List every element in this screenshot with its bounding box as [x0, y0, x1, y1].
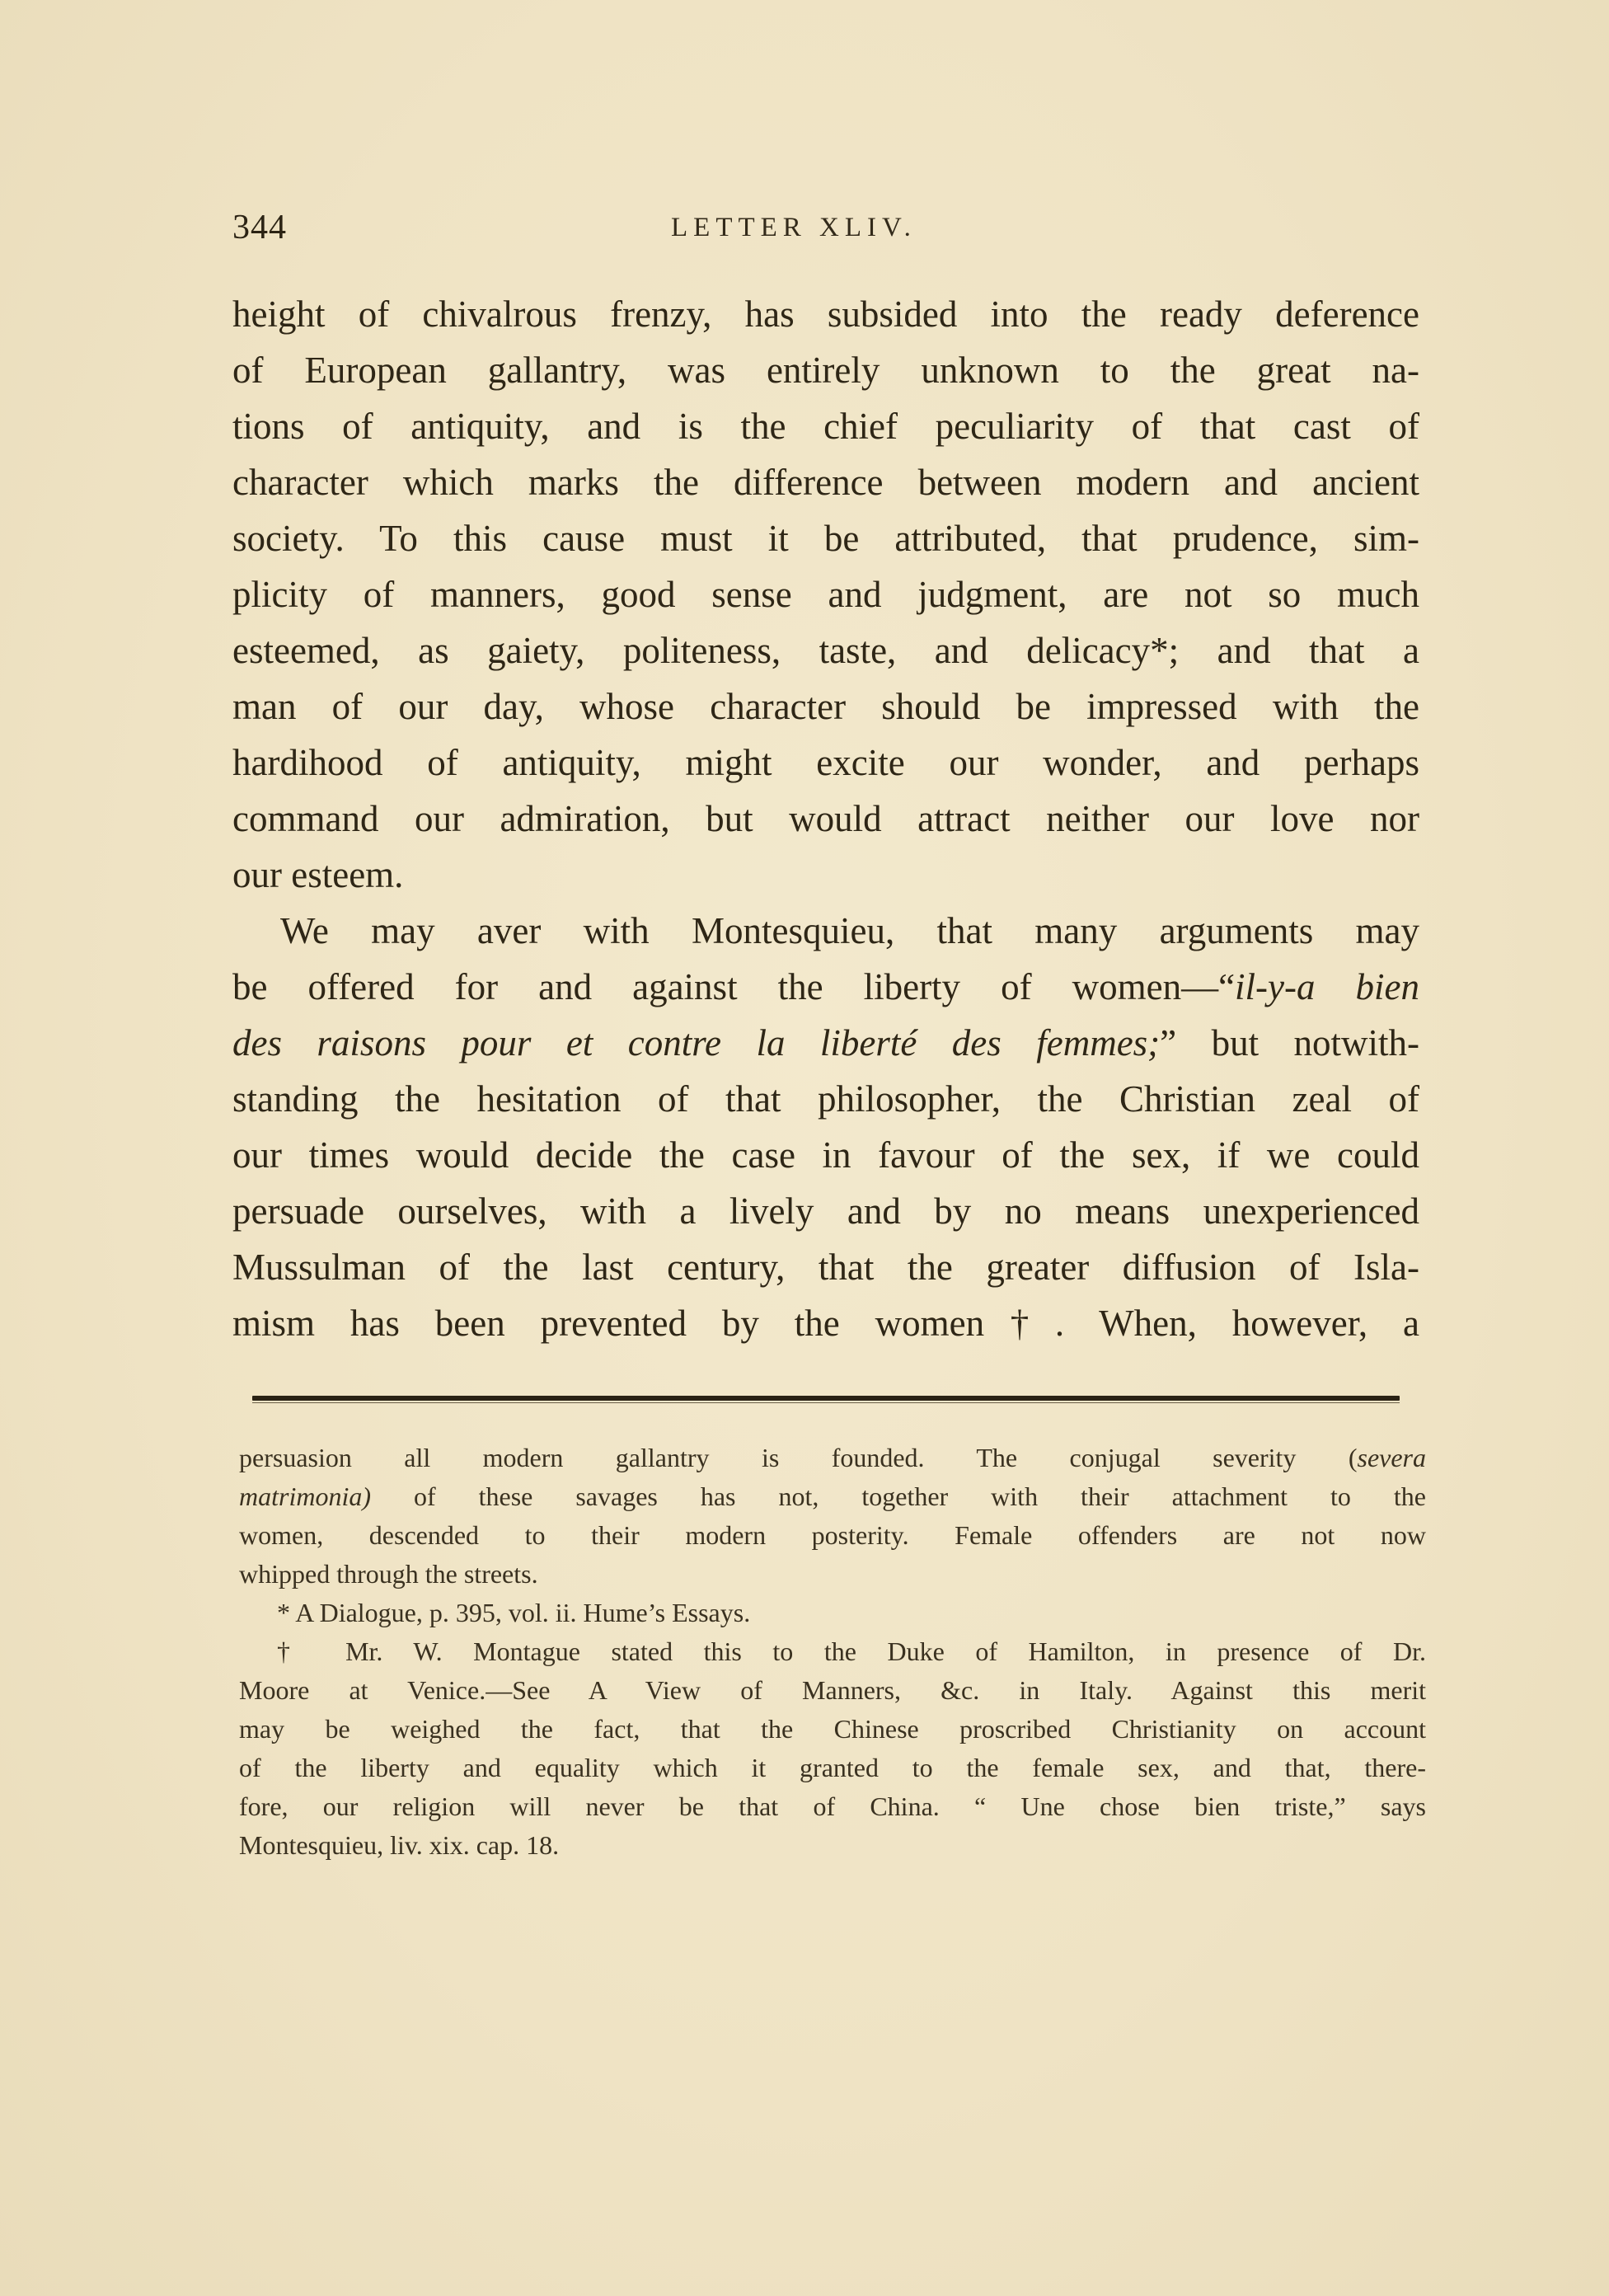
- text-line: our esteem.: [232, 854, 404, 895]
- footnote-segment: persuasion all modern gallantry is founded. The conjugal severity (: [239, 1443, 1358, 1472]
- text-line: persuade ourselves, with a lively and by no means unexperienced: [232, 1190, 1419, 1232]
- text-line: We may aver with Montesquieu, that many arguments may: [280, 910, 1419, 951]
- footnote-hume: * A Dialogue, p. 395, vol. ii. Hume’s Essays.: [277, 1598, 751, 1627]
- text-line: society. To this cause must it be attributed, that prudence, sim-: [232, 518, 1419, 559]
- italic-latin: matrimonia): [239, 1481, 371, 1511]
- page-number: 344: [232, 209, 287, 247]
- text-line-mixed: [232, 1015, 1419, 1071]
- footnote-line: Moore at Venice.—See A View of Manners, &c. in Italy. Against this merit: [239, 1675, 1426, 1705]
- text-line: height of chivalrous frenzy, has subsided into the ready deference: [232, 293, 1419, 335]
- footnote-rule-thin: [252, 1402, 1400, 1403]
- italic-french-quote: il-y-a bien: [1235, 966, 1419, 1007]
- main-text: [232, 286, 1419, 1351]
- text-line: mism has been prevented by the women†. When, however, a: [232, 1303, 1419, 1344]
- footnote-line: whipped through the streets.: [239, 1559, 538, 1589]
- footnote-line-mixed: [239, 1477, 1426, 1516]
- footnote-line: of the liberty and equality which it granted to the female sex, and that, there-: [239, 1753, 1426, 1782]
- footnote-line: may be weighed the fact, that the Chinese proscribed Christianity on account: [239, 1714, 1426, 1744]
- text-line: hardihood of antiquity, might excite our wonder, and perhaps: [232, 742, 1419, 783]
- text-line: Mussulman of the last century, that the greater diffusion of Isla-: [232, 1247, 1419, 1288]
- footnote-montague: † Mr. W. Montague stated this to the Duke of Hamilton, in presence of Dr.: [277, 1636, 1426, 1666]
- text-line: tions of antiquity, and is the chief peculiarity of that cast of: [232, 406, 1419, 447]
- text-line: of European gallantry, was entirely unknown to the great na-: [232, 350, 1419, 391]
- footnote-line: women, descended to their modern posterity. Female offenders are not now: [239, 1520, 1426, 1550]
- text-line: command our admiration, but would attract neither our love nor: [232, 798, 1419, 839]
- footnotes: [239, 1439, 1426, 1865]
- footnote-line: Montesquieu, liv. xix. cap. 18.: [239, 1830, 560, 1860]
- text-line: plicity of manners, good sense and judgment, are not so much: [232, 574, 1419, 615]
- text-line: standing the hesitation of that philosopher, the Christian zeal of: [232, 1078, 1419, 1120]
- page-header: [232, 208, 1419, 257]
- text-line: character which marks the difference between modern and ancient: [232, 462, 1419, 503]
- italic-latin: severa: [1357, 1443, 1426, 1472]
- text-line: our times would decide the case in favour of the sex, if we could: [232, 1134, 1419, 1176]
- footnote-line-mixed: [239, 1439, 1426, 1477]
- footnote-rule: [252, 1396, 1400, 1401]
- text-line-mixed: [232, 959, 1419, 1015]
- text-line: esteemed, as gaiety, politeness, taste, and delicacy*; and that a: [232, 630, 1419, 671]
- footnote-line: fore, our religion will never be that of China. “ Une chose bien triste,” says: [239, 1791, 1426, 1821]
- text-segment: ” but notwith-: [1160, 1022, 1420, 1063]
- footnote-segment: of these savages has not, together with their attachment to the: [371, 1481, 1426, 1511]
- italic-french-quote: des raisons pour et contre la liberté des femmes;: [232, 1022, 1161, 1063]
- running-head: LETTER XLIV.: [671, 213, 917, 242]
- text-line: man of our day, whose character should be impressed with the: [232, 686, 1419, 727]
- text-segment: be offered for and against the liberty of women—“: [232, 966, 1236, 1007]
